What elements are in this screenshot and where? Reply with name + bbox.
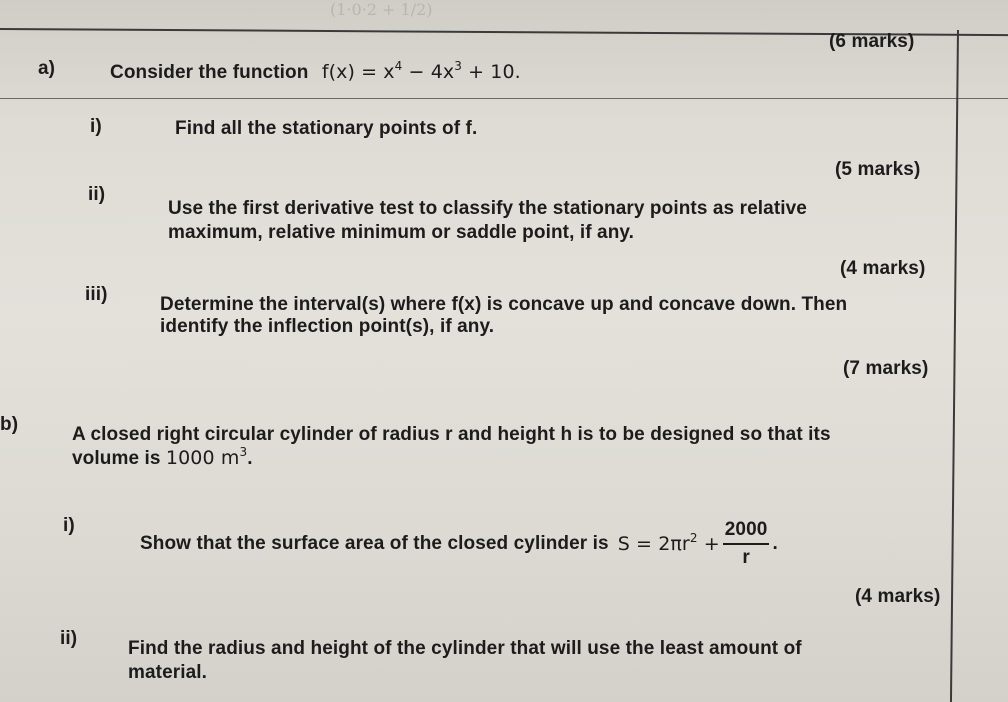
- volume-value: 1000 m: [165, 447, 240, 469]
- volume-exp: 3: [239, 445, 248, 459]
- formula-lhs: S = 2πr: [617, 533, 690, 555]
- part-a-rule: [0, 98, 1008, 99]
- right-border: [950, 30, 959, 702]
- part-b-ii-label: ii): [60, 628, 78, 649]
- formula-plus: +: [697, 533, 720, 555]
- part-b-ii-line1: Find the radius and height of the cylinder that will use the least amount of: [128, 638, 802, 659]
- part-b-i-marks: (4 marks): [855, 586, 941, 607]
- bleed-through-text: (1·0·2 + 1/2): [330, 0, 433, 19]
- part-b-line2-text: volume is: [72, 448, 166, 469]
- part-a-ii-label: ii): [88, 184, 106, 205]
- function-end: + 10.: [461, 61, 521, 83]
- marks-top: (6 marks): [829, 31, 915, 52]
- formula-end: .: [772, 533, 778, 554]
- part-a-label: a): [38, 58, 56, 79]
- function-exp2: 3: [454, 59, 462, 73]
- part-b-i-label: i): [63, 515, 75, 536]
- volume-expression: [166, 447, 247, 469]
- part-b-label: b): [0, 414, 19, 435]
- fraction-numerator: 2000: [723, 519, 770, 545]
- function-mid: − 4x: [402, 61, 455, 83]
- part-a-intro-text: Consider the function: [110, 62, 309, 83]
- part-a-i-label: i): [90, 116, 102, 137]
- part-b-ii-line2: material.: [128, 662, 208, 683]
- part-a-iii-line1: Determine the interval(s) where f(x) is concave up and concave down. Then: [160, 294, 848, 315]
- part-a-iii-marks: (7 marks): [843, 358, 929, 379]
- part-a-ii-line2: maximum, relative minimum or saddle point, if any.: [168, 222, 635, 243]
- part-a-intro: [110, 61, 521, 84]
- part-b-line1: A closed right circular cylinder of radius r and height h is to be designed so that its: [72, 424, 831, 445]
- part-a-i-marks: (5 marks): [835, 159, 921, 180]
- function-lhs: f(x) = x: [321, 61, 395, 83]
- part-a-ii-line1: Use the first derivative test to classify the stationary points as relative: [168, 198, 807, 219]
- part-a-i-text: Find all the stationary points of f.: [175, 118, 478, 139]
- part-a-iii-line2: identify the inflection point(s), if any.: [160, 316, 495, 337]
- function-expression: [322, 61, 521, 83]
- part-b-i-text: [140, 514, 778, 574]
- volume-end: .: [247, 448, 253, 469]
- surface-area-formula: [618, 533, 720, 555]
- part-a-ii-marks: (4 marks): [840, 258, 926, 279]
- part-b-i-prompt: Show that the surface area of the closed cylinder is: [140, 533, 609, 554]
- part-b-line2: [72, 447, 253, 470]
- fraction-denominator: r: [742, 547, 750, 568]
- formula-fraction: [723, 519, 770, 569]
- function-exp1: 4: [394, 59, 403, 73]
- part-a-iii-label: iii): [85, 284, 108, 305]
- formula-exp: 2: [689, 531, 698, 545]
